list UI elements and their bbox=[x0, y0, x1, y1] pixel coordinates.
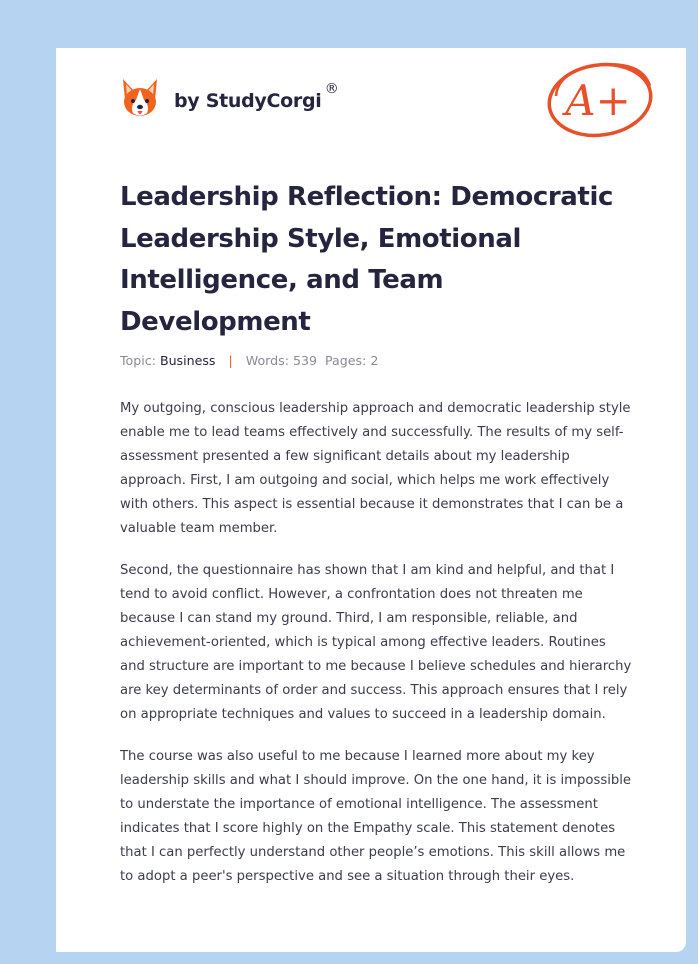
essay-body bbox=[120, 397, 632, 907]
pages-value: 2 bbox=[370, 353, 379, 368]
topic-link[interactable]: Business bbox=[159, 353, 216, 368]
topic-label: Topic: bbox=[120, 353, 156, 368]
document-card bbox=[56, 48, 686, 952]
paragraph: Second, the questionnaire has shown that I am kind and helpful, and that I tend to avoid conflict. However, a confrontation does not threaten me because I can stand my ground. Third, I am responsible, reliable, and achievement-oriented, which is typical among effective leaders. Routines and structure are important to me because I believe schedules and hierarchy are key determinants of order and success. This approach ensures that I rely on appropriate techniques and values to succeed in a leadership domain. bbox=[120, 563, 632, 722]
document-meta bbox=[120, 353, 378, 368]
studycorgi-logo[interactable] bbox=[120, 76, 339, 120]
page-title: Leadership Reflection: Democratic Leadership Style, Emotional Intelligence, and Team Development bbox=[120, 182, 613, 337]
pages-label: Pages: bbox=[325, 353, 367, 368]
paragraph: The course was also useful to me because I learned more about my key leadership skills and what I should improve. On the one hand, it is impossible to understate the importance of emotional intelligence. The assessment indicates that I score highly on the Empathy scale. This statement denotes that I can perfectly understand other people’s emotions. This skill allows me to adopt a peer's perspective and see a situation through their eyes. bbox=[120, 749, 632, 884]
meta-separator: | bbox=[228, 353, 233, 368]
brand-name: by StudyCorgi ® bbox=[174, 81, 339, 112]
page-header bbox=[120, 74, 650, 142]
svg-text:A+: A+ bbox=[565, 76, 631, 125]
a-plus-grade-icon bbox=[544, 60, 656, 142]
paragraph: My outgoing, conscious leadership approach and democratic leadership style enable me to lead teams effectively and successfully. The results of my self-assessment presented a few significant details about my leadership approach. First, I am outgoing and social, which helps me work effectively with others. This aspect is essential because it demonstrates that I can be a valuable team member. bbox=[120, 401, 631, 536]
corgi-logo-icon bbox=[120, 76, 160, 120]
words-value: 539 bbox=[292, 353, 318, 368]
registered-mark: ® bbox=[324, 81, 339, 97]
words-label: Words: bbox=[245, 353, 289, 368]
